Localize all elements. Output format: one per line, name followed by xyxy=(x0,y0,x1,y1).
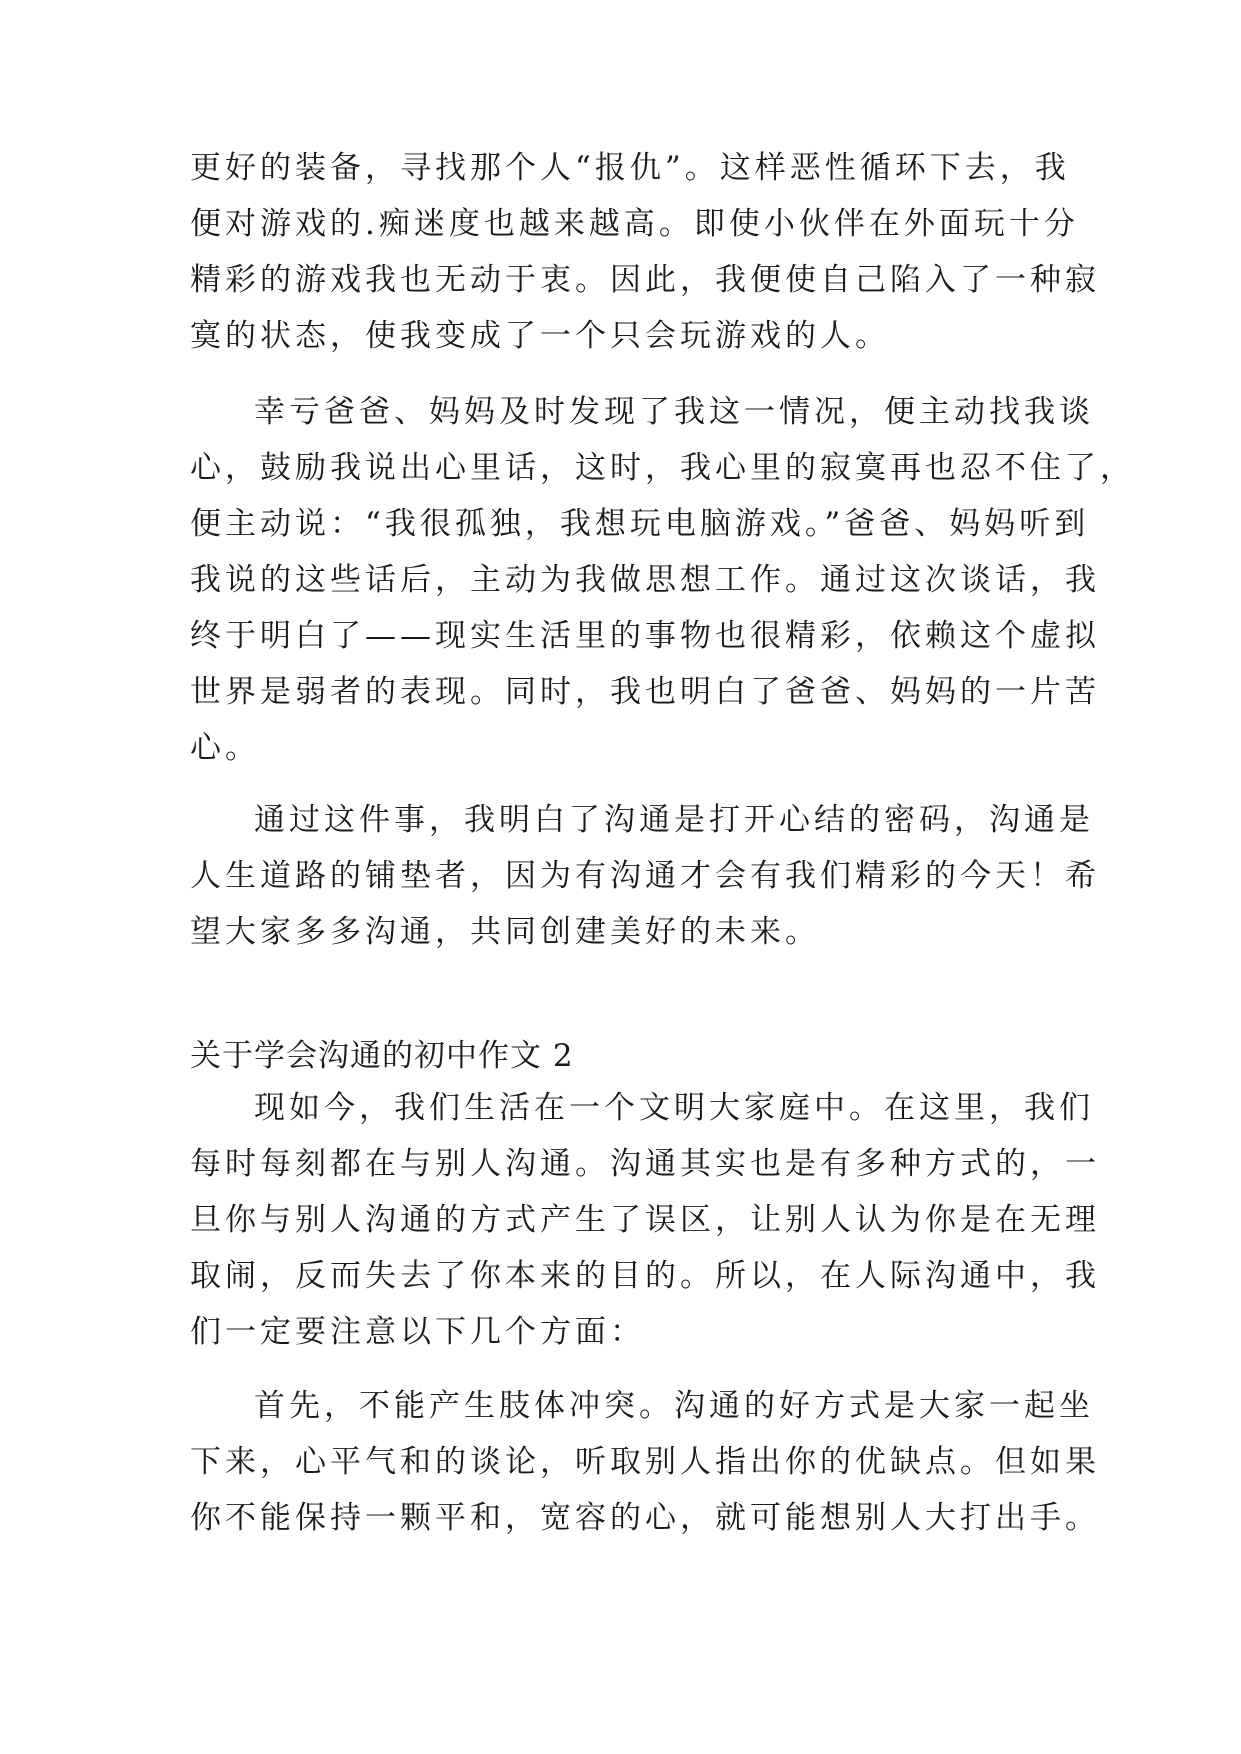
text-line: 通过这件事，我明白了沟通是打开心结的密码，沟通是 xyxy=(254,802,1094,838)
text-line: 终于明白了——现实生活里的事物也很精彩，依赖这个虚拟 xyxy=(190,618,1100,654)
text-line: 旦你与别人沟通的方式产生了误区，让别人认为你是在无理 xyxy=(190,1202,1100,1238)
text-line: 下来，心平气和的谈论，听取别人指出你的优缺点。但如果 xyxy=(190,1444,1100,1480)
text-line: 取闹，反而失去了你本来的目的。所以，在人际沟通中，我 xyxy=(190,1258,1100,1294)
text-line: 精彩的游戏我也无动于衷。因此，我便使自己陷入了一种寂 xyxy=(190,262,1100,298)
text-line: 便对游戏的.痴迷度也越来越高。即使小伙伴在外面玩十分 xyxy=(190,206,1079,242)
text-line: 幸亏爸爸、妈妈及时发现了我这一情况，便主动找我谈 xyxy=(254,394,1094,430)
text-line: 更好的装备，寻找那个人“报仇”。这样恶性循环下去，我 xyxy=(190,150,1070,186)
text-line: 们一定要注意以下几个方面： xyxy=(190,1314,645,1350)
text-line: 首先，不能产生肢体冲突。沟通的好方式是大家一起坐 xyxy=(254,1388,1094,1424)
text-line: 你不能保持一颗平和，宽容的心，就可能想别人大打出手。 xyxy=(190,1500,1100,1536)
text-line: 寞的状态，使我变成了一个只会玩游戏的人。 xyxy=(190,318,890,354)
text-line: 世界是弱者的表现。同时，我也明白了爸爸、妈妈的一片苦 xyxy=(190,674,1100,710)
text-line: 现如今，我们生活在一个文明大家庭中。在这里，我们 xyxy=(254,1090,1094,1126)
text-line: 心，鼓励我说出心里话，这时，我心里的寂寞再也忍不住了， xyxy=(190,450,1135,486)
text-line: 心。 xyxy=(190,730,260,766)
section-title: 关于学会沟通的初中作文 2 xyxy=(190,1038,574,1074)
text-line: 便主动说：“我很孤独，我想玩电脑游戏。”爸爸、妈妈听到 xyxy=(190,506,1090,542)
text-line: 每时每刻都在与别人沟通。沟通其实也是有多种方式的，一 xyxy=(190,1146,1100,1182)
text-line: 我说的这些话后，主动为我做思想工作。通过这次谈话，我 xyxy=(190,562,1100,598)
text-line: 人生道路的铺垫者，因为有沟通才会有我们精彩的今天！希 xyxy=(190,858,1100,894)
text-line: 望大家多多沟通，共同创建美好的未来。 xyxy=(190,914,820,950)
